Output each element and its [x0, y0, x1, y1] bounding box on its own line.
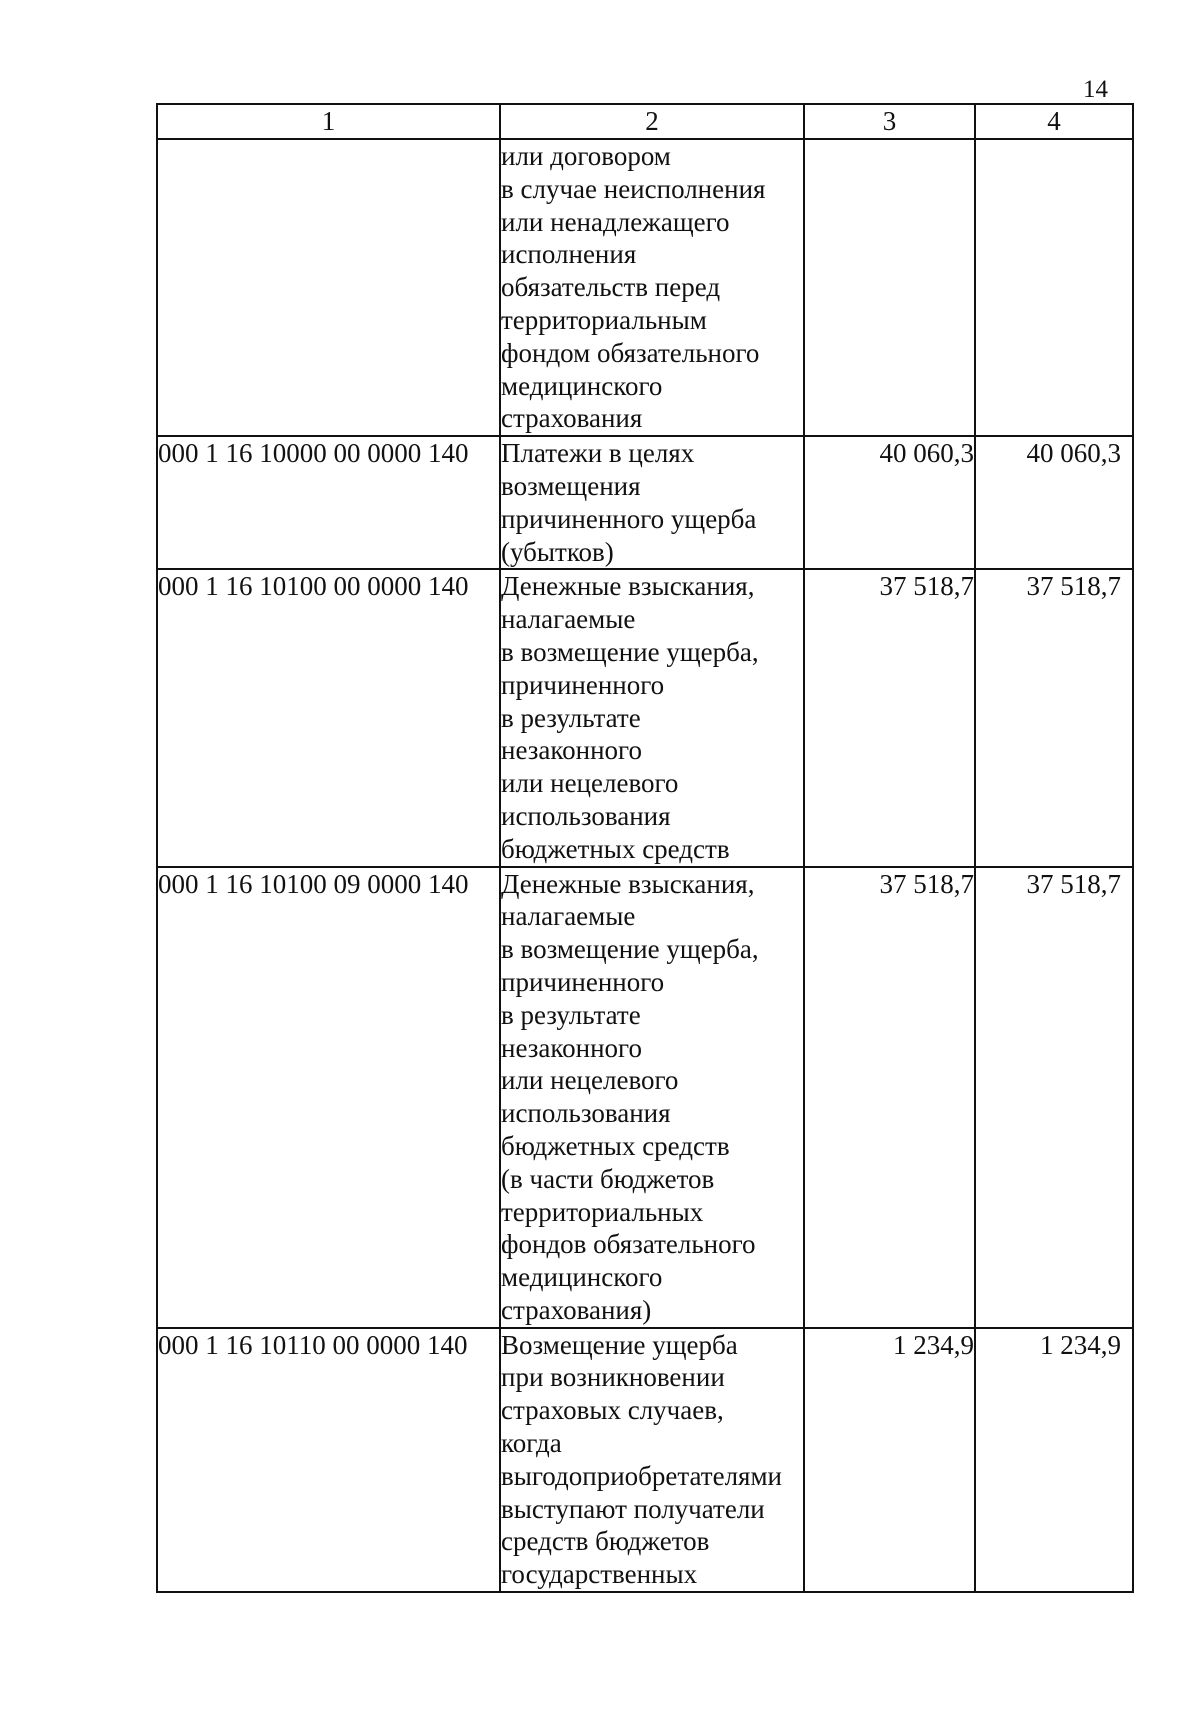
revenue-name-line: выгодоприобретателями: [501, 1460, 782, 1491]
revenue-name-line: причиненного: [501, 669, 665, 700]
revenue-name-line: страховых случаев,: [501, 1395, 724, 1426]
revenue-name-line: Денежные взыскания,: [501, 868, 755, 899]
revenue-name-line: в результате: [501, 999, 641, 1030]
revenue-name-line: причиненного ущерба: [501, 503, 757, 534]
column-header-3: 3: [804, 104, 975, 139]
amount-col3-cell: 37 518,7: [804, 867, 975, 1328]
revenue-name-line: территориальных: [501, 1196, 704, 1227]
amount-col3-cell: 37 518,7: [804, 569, 975, 866]
revenue-name-line: (в части бюджетов: [501, 1163, 715, 1194]
revenue-name-line: Денежные взыскания,: [501, 571, 755, 602]
revenue-name-line: фондом обязательного: [501, 337, 760, 368]
page-number: 14: [1083, 76, 1108, 103]
revenue-name-line: налагаемые: [501, 901, 636, 932]
revenue-name-line: бюджетных средств: [501, 1130, 730, 1161]
revenue-name-line: незаконного: [501, 735, 642, 766]
revenue-name-line: в возмещение ущерба,: [501, 636, 759, 667]
table-row: [157, 1328, 1133, 1592]
revenue-name-line: Платежи в целях: [501, 438, 695, 469]
revenue-name-line: при возникновении: [501, 1362, 725, 1393]
revenue-name-line: незаконного: [501, 1032, 642, 1063]
revenue-name-cell: [500, 569, 804, 866]
revenue-name-line: налагаемые: [501, 604, 636, 635]
revenue-name-cell: [500, 867, 804, 1328]
amount-col4-cell: 37 518,7: [975, 569, 1133, 866]
revenue-name-line: возмещения: [501, 470, 641, 501]
revenue-name-line: бюджетных средств: [501, 833, 730, 864]
table-row: [157, 139, 1133, 436]
table-row: [157, 569, 1133, 866]
revenue-name-line: использования: [501, 1098, 671, 1129]
revenue-code-cell: 000 1 16 10100 00 0000 140: [157, 569, 500, 866]
revenue-name-cell: [500, 1328, 804, 1592]
header-row: [157, 104, 1133, 139]
table-row: [157, 436, 1133, 569]
revenue-name-line: в случае неисполнения: [501, 173, 766, 204]
revenue-code-cell: 000 1 16 10000 00 0000 140: [157, 436, 500, 569]
amount-col4-cell: 40 060,3: [975, 436, 1133, 569]
revenue-name-line: обязательств перед: [501, 272, 721, 303]
amount-col3-cell: 1 234,9: [804, 1328, 975, 1592]
revenue-name-line: государственных: [501, 1559, 698, 1590]
table-row: [157, 867, 1133, 1328]
revenue-name-line: выступают получатели: [501, 1493, 765, 1524]
column-header-4: 4: [975, 104, 1133, 139]
revenue-name-line: страхования: [501, 403, 643, 434]
table-body: [157, 139, 1133, 1592]
revenue-name-line: (убытков): [501, 536, 614, 567]
revenue-name-line: фондов обязательного: [501, 1229, 756, 1260]
amount-col3-cell: 40 060,3: [804, 436, 975, 569]
revenue-name-line: медицинского: [501, 370, 663, 401]
budget-revenue-table: [156, 103, 1134, 1593]
revenue-code-cell: 000 1 16 10100 09 0000 140: [157, 867, 500, 1328]
revenue-name-line: в результате: [501, 702, 641, 733]
column-header-2: 2: [500, 104, 804, 139]
revenue-name-line: когда: [501, 1428, 562, 1459]
revenue-name-line: или нецелевого: [501, 1065, 679, 1096]
revenue-name-line: причиненного: [501, 966, 665, 997]
revenue-name-line: средств бюджетов: [501, 1526, 710, 1557]
revenue-name-line: или нецелевого: [501, 768, 679, 799]
revenue-name-line: или договором: [501, 141, 671, 171]
revenue-name-line: медицинского: [501, 1262, 663, 1293]
revenue-code-cell: 000 1 16 10110 00 0000 140: [157, 1328, 500, 1592]
amount-col4-cell: 1 234,9: [975, 1328, 1133, 1592]
revenue-name-line: территориальным: [501, 304, 707, 335]
column-header-1: 1: [157, 104, 500, 139]
amount-col3-cell: [804, 139, 975, 436]
amount-col4-cell: 37 518,7: [975, 867, 1133, 1328]
amount-col4-cell: [975, 139, 1133, 436]
revenue-name-line: использования: [501, 800, 671, 831]
revenue-name-line: в возмещение ущерба,: [501, 934, 759, 965]
revenue-name-cell: [500, 139, 804, 436]
revenue-name-cell: [500, 436, 804, 569]
revenue-name-line: исполнения: [501, 239, 637, 270]
revenue-code-cell: [157, 139, 500, 436]
revenue-name-line: Возмещение ущерба: [501, 1329, 738, 1360]
revenue-name-line: страхования): [501, 1294, 652, 1325]
revenue-name-line: или ненадлежащего: [501, 206, 730, 237]
